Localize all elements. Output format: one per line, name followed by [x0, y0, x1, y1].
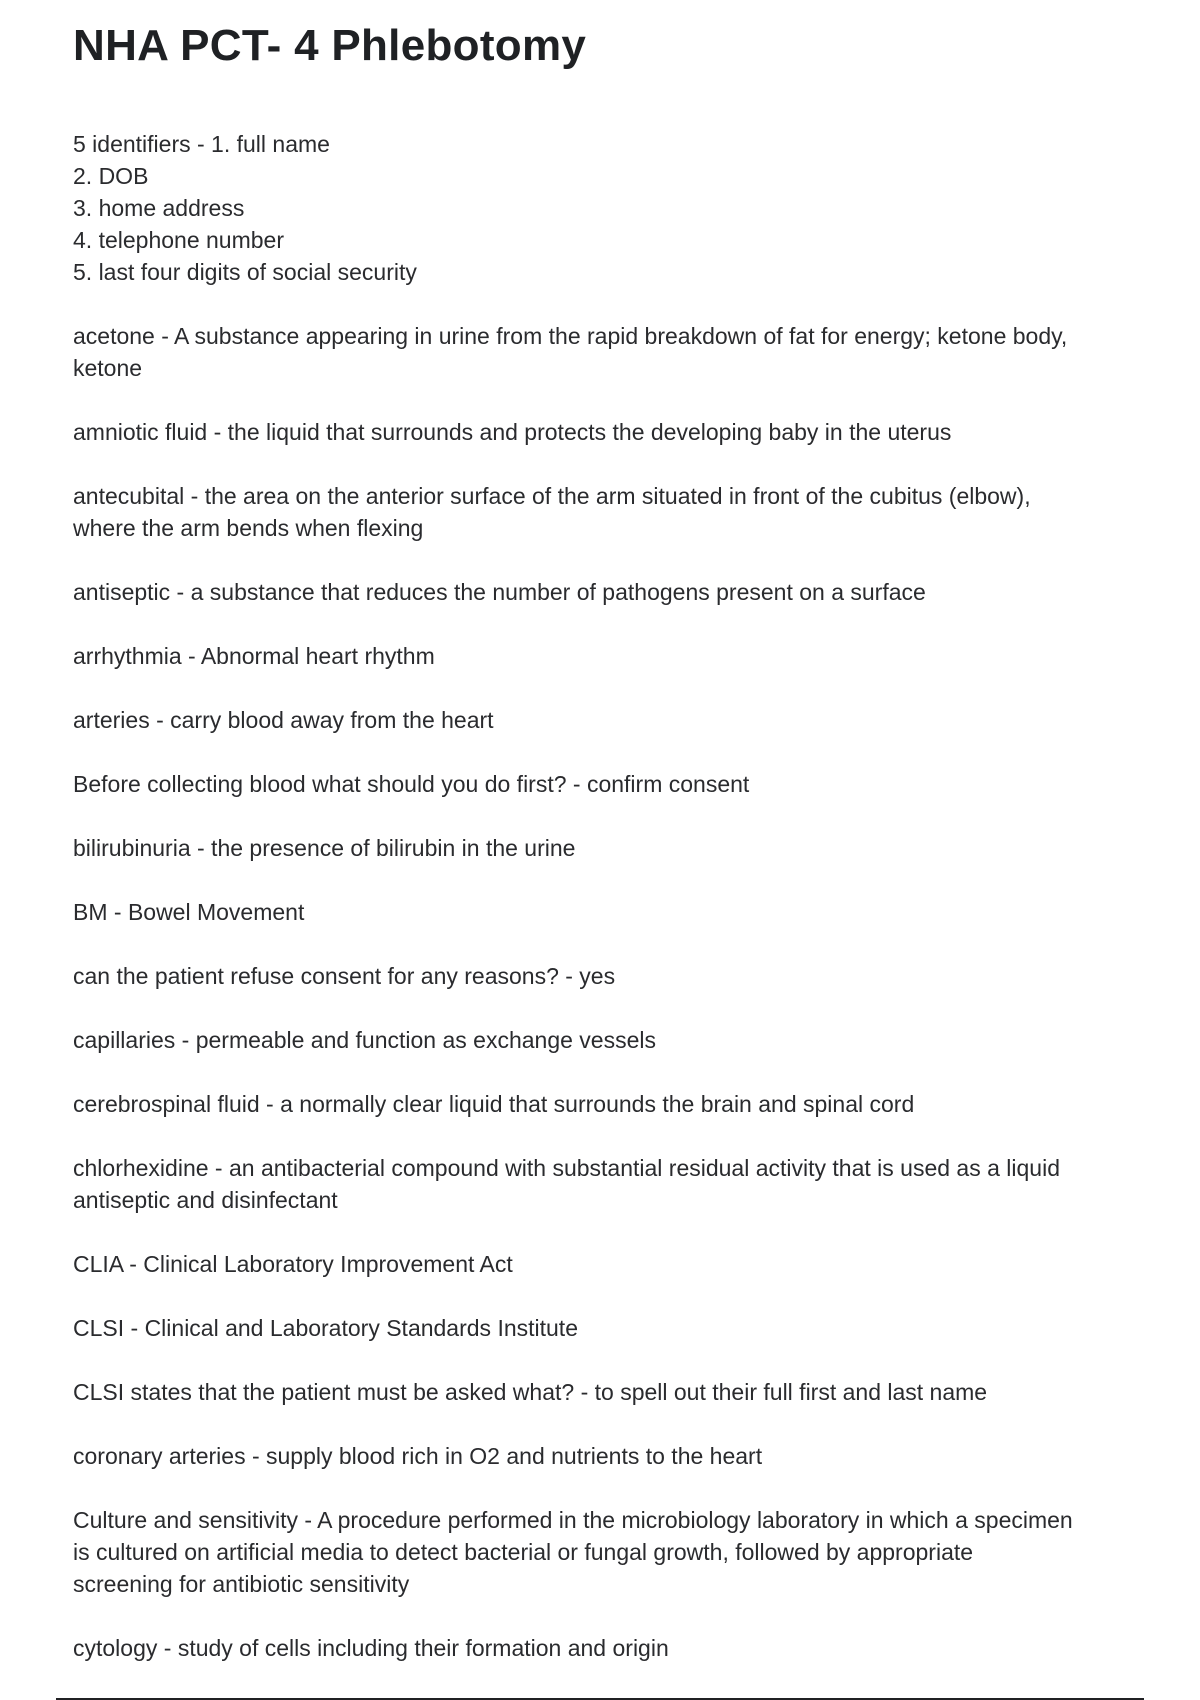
- entry-line: Before collecting blood what should you do first? - confirm consent: [73, 771, 750, 797]
- term-entry: [73, 1248, 1143, 1280]
- entry-line: 5 identifiers - 1. full name: [73, 131, 330, 157]
- entry-line: can the patient refuse consent for any reasons? - yes: [73, 963, 616, 989]
- entry-line: capillaries - permeable and function as exchange vessels: [73, 1027, 656, 1053]
- term-entry: [73, 1632, 1143, 1664]
- entry-line: chlorhexidine - an antibacterial compound with substantial residual activity that is used as a liquid: [73, 1155, 1060, 1181]
- term-entry: [73, 1152, 1143, 1216]
- entry-line: BM - Bowel Movement: [73, 899, 305, 925]
- entry-line: cerebrospinal fluid - a normally clear liquid that surrounds the brain and spinal cord: [73, 1091, 915, 1117]
- term-entry: [73, 1024, 1143, 1056]
- term-entry: [73, 416, 1143, 448]
- entry-line: coronary arteries - supply blood rich in O2 and nutrients to the heart: [73, 1443, 763, 1469]
- entry-line: antiseptic - a substance that reduces the number of pathogens present on a surface: [73, 579, 926, 605]
- term-entry: [73, 480, 1143, 544]
- term-entry: [73, 896, 1143, 928]
- entry-line: Culture and sensitivity - A procedure performed in the microbiology laboratory in which a specimen: [73, 1507, 1073, 1533]
- entry-line: amniotic fluid - the liquid that surrounds and protects the developing baby in the uterus: [73, 419, 952, 445]
- term-entry: [73, 1504, 1143, 1600]
- term-entry: [73, 640, 1143, 672]
- entry-line: CLSI - Clinical and Laboratory Standards Institute: [73, 1315, 578, 1341]
- term-entry: [73, 704, 1143, 736]
- entry-line: 5. last four digits of social security: [73, 259, 417, 285]
- document-title: NHA PCT- 4 Phlebotomy: [73, 21, 587, 70]
- term-entry: [73, 320, 1143, 384]
- entry-line: 3. home address: [73, 195, 245, 221]
- term-entry: [73, 1312, 1143, 1344]
- entry-line: 2. DOB: [73, 163, 149, 189]
- term-entry: [73, 960, 1143, 992]
- term-entry: [73, 832, 1143, 864]
- entry-line: where the arm bends when flexing: [73, 515, 424, 541]
- term-entry: [73, 768, 1143, 800]
- term-entry: [73, 1440, 1143, 1472]
- entry-line: antiseptic and disinfectant: [73, 1187, 338, 1213]
- entry-line: cytology - study of cells including their formation and origin: [73, 1635, 669, 1661]
- flashcard-list: [73, 128, 1143, 1664]
- entry-line: 4. telephone number: [73, 227, 284, 253]
- term-entries: [73, 320, 1143, 1664]
- entry-line: bilirubinuria - the presence of bilirubin in the urine: [73, 835, 576, 861]
- identifiers-entry: [73, 128, 1143, 288]
- term-entry: [73, 1376, 1143, 1408]
- entry-line: acetone - A substance appearing in urine from the rapid breakdown of fat for energy; ketone body,: [73, 323, 1068, 349]
- entry-line: CLSI states that the patient must be asked what? - to spell out their full first and last name: [73, 1379, 988, 1405]
- document-page: [73, 16, 1143, 1696]
- entry-line: screening for antibiotic sensitivity: [73, 1571, 410, 1597]
- term-entry: [73, 1088, 1143, 1120]
- entry-line: ketone: [73, 355, 143, 381]
- entry-line: antecubital - the area on the anterior surface of the arm situated in front of the cubitus (elbow),: [73, 483, 1031, 509]
- entry-line: arrhythmia - Abnormal heart rhythm: [73, 643, 435, 669]
- entry-line: CLIA - Clinical Laboratory Improvement Act: [73, 1251, 513, 1277]
- entry-line: is cultured on artificial media to detect bacterial or fungal growth, followed by appropriate: [73, 1539, 974, 1565]
- term-entry: [73, 576, 1143, 608]
- entry-line: arteries - carry blood away from the heart: [73, 707, 494, 733]
